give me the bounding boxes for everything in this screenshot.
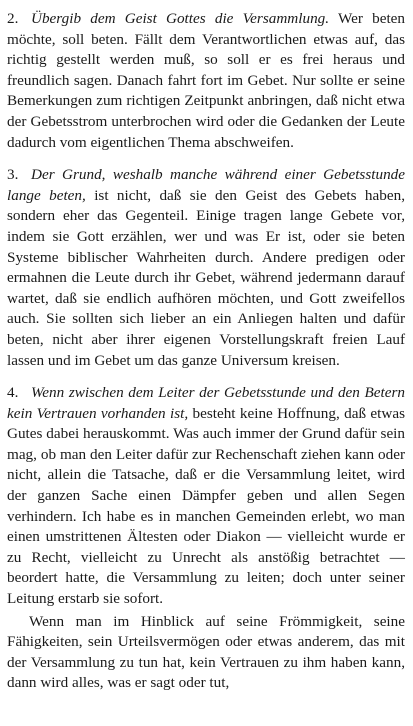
paragraph-lead: Der Grund, weshalb manche während einer Gebetsstunde lange beten, <box>7 166 405 204</box>
paragraph-number: 2. <box>7 10 19 27</box>
paragraph-lead: Wenn zwischen dem Leiter der Gebetsstunde und den Betern kein Vertrauen vorhanden ist, <box>7 384 405 422</box>
paragraph-text: Wer beten möchte, soll beten. Fällt dem Verantwortlichen etwas auf, das richtig gestellt werden muß, so soll er es frei heraus und freundlich sagen. Danach fahrt fort im Gebet. Nur sollte er seine Bemerkungen zum richtigen Zeitpunkt anbringen, daß nicht etwa der Gebetsstrom unterbrochen wird oder die Gedanken der Leute dadurch vom eigentlichen Thema abschweifen. <box>7 10 405 151</box>
paragraph-lead: Übergib dem Geist Gottes die Versammlung. <box>31 10 330 27</box>
paragraph-number: 3. <box>7 166 19 184</box>
paragraph-text: ist nicht, daß sie den Geist des Gebets haben, sondern eher das Gegenteil. Einige tragen lange Gebete vor, indem sie Gott erzählen, wer und was Er ist, oder sie beten Systeme biblischer Wahrheiten durch. Andere predigen oder ermahnen die Leute durch ihr Gebet, während jedermann darauf wartet, daß sie endlich aufhören möchten, und Gott zweifellos auch. Sie sollten sich lieber an ein Anliegen halten und dafür beten, nicht aber ihrer eigenen Vorstellungskraft freien Lauf lassen und im Gebet um das ganze Universum kreisen. <box>7 186 405 369</box>
paragraph-continuation: Wenn man im Hinblick auf seine Frömmigkeit, seine Fähigkeiten, sein Urteilsvermögen oder etwas anderem, das mit der Versammlung zu tun hat, kein Vertrauen zu ihm haben kann, dann wird alles, was er sagt oder tut, <box>7 612 405 692</box>
paragraph-3 <box>7 165 405 371</box>
paragraph-2 <box>7 9 405 153</box>
paragraph-4 <box>7 383 405 610</box>
paragraph-text: besteht keine Hoffnung, daß etwas Gutes dabei herauskommt. Was auch immer der Grund dafür sein mag, ob man den Leiter dafür zur Rechenschaft ziehen kann oder nicht, allein die Tatsache, daß er die Versammlung leitet, wird der ganzen Sache einen Dämpfer geben und allen Segen verhindern. Ich habe es in manchen Gemeinden erlebt, wo man einen umstrittenen Ältesten oder Diakon — vielleicht wurde er zu Recht, vielleicht zu Unrecht als anstößig betrachtet — beordert hatte, die Versammlung zu leiten; doch unter seiner Leitung erstarb sie sofort. <box>7 404 405 608</box>
paragraph-number: 4. <box>7 384 19 402</box>
